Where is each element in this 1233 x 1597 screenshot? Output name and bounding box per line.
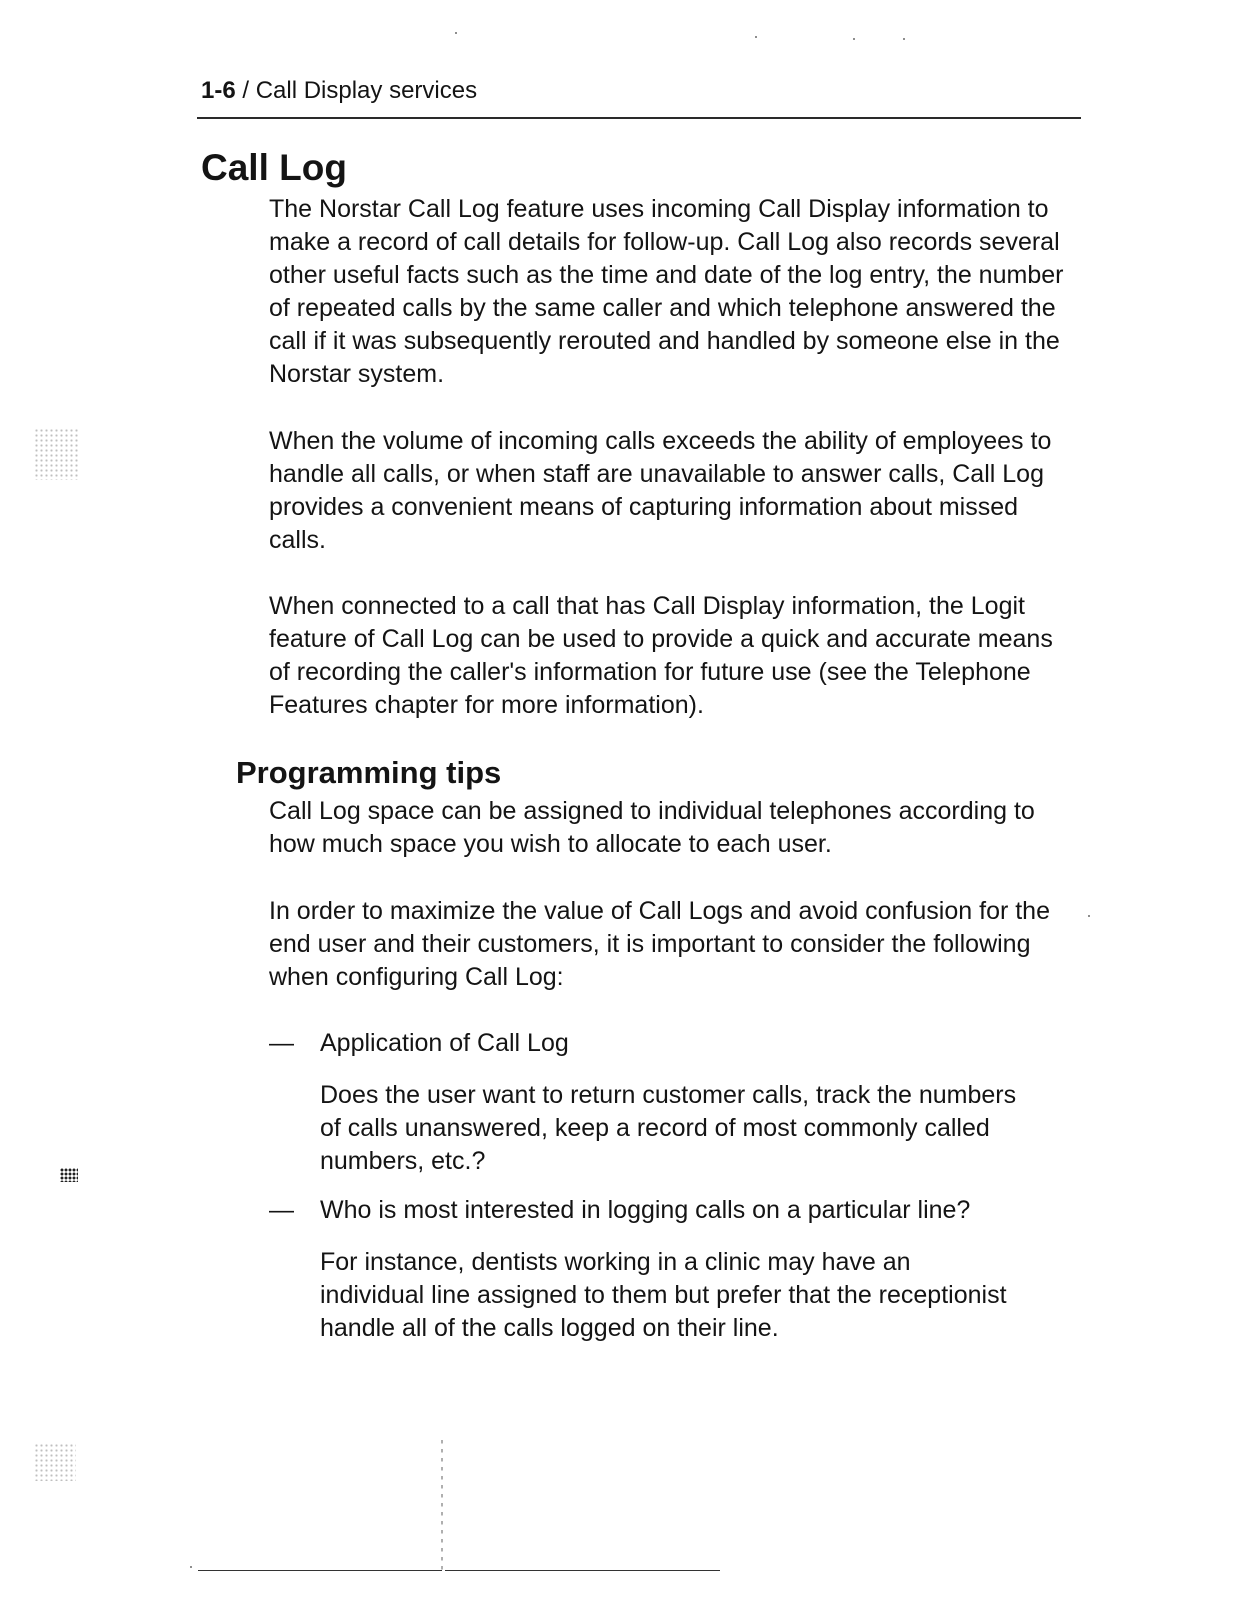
- dash-bullet: —: [269, 1029, 294, 1057]
- scan-vertical-dots: [441, 1440, 443, 1570]
- scan-speckle: [34, 1443, 76, 1481]
- paragraph-space: Call Log space can be assigned to individual telephones according to how much space you wish to allocate to each user.: [269, 797, 1035, 858]
- list-item-title: Application of Call Log: [320, 1029, 569, 1057]
- scan-dot: [1088, 915, 1090, 917]
- scan-dot: [455, 32, 457, 34]
- scan-dot: [903, 38, 905, 40]
- running-header: [201, 76, 1081, 106]
- header-rule: [197, 117, 1081, 119]
- footer-rule: [445, 1570, 720, 1571]
- scan-speckle: [34, 428, 78, 480]
- paragraph-volume: When the volume of incoming calls exceeds the ability of employees to handle all calls, or when staff are unavailable to answer calls, Call Log provides a convenient means of capturing information about missed calls.: [269, 427, 1052, 554]
- paragraph-intro: The Norstar Call Log feature uses incoming Call Display information to make a record of call details for follow-up. Call Log also records several other useful facts such as the time and date of the log entry, the number of repeated calls by the same caller and which telephone answered the call if it was subsequently rerouted and handled by someone else in the Norstar system.: [269, 195, 1064, 388]
- scan-dot: [190, 1566, 192, 1568]
- paragraph-considerations: In order to maximize the value of Call Logs and avoid confusion for the end user and their customers, it is important to consider the following when configuring Call Log:: [269, 897, 1050, 991]
- dash-bullet: —: [269, 1196, 294, 1224]
- footer-rule: [198, 1570, 442, 1571]
- page-title: Call Log: [201, 147, 347, 188]
- paragraph-logit: When connected to a call that has Call Display information, the Logit feature of Call Log can be used to provide a quick and accurate means of recording the caller's information for future use (see the Telephone Features chapter for more information).: [269, 592, 1053, 719]
- scan-blot: [60, 1168, 78, 1182]
- scan-dot: [755, 36, 757, 38]
- list-item-text: Does the user want to return customer calls, track the numbers of calls unanswered, keep a record of most commonly called numbers, etc.?: [320, 1081, 1017, 1175]
- section-name: / Call Display services: [235, 77, 478, 104]
- list-item-title: Who is most interested in logging calls on a particular line?: [320, 1196, 971, 1224]
- page-number: 1-6: [201, 77, 236, 104]
- list-item-text: For instance, dentists working in a clinic may have an individual line assigned to them but prefer that the receptionist handle all of the calls logged on their line.: [320, 1248, 1007, 1342]
- scan-dot: [853, 38, 855, 40]
- section-heading-programming-tips: Programming tips: [236, 755, 502, 790]
